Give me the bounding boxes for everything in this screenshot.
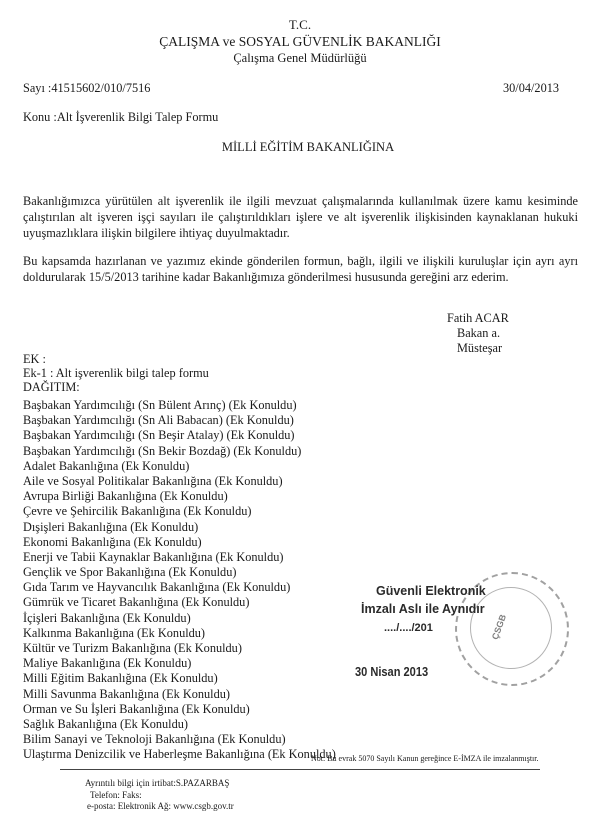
distribution-item: Avrupa Birliği Bakanlığına (Ek Konuldu) xyxy=(23,489,228,504)
document-date: 30/04/2013 xyxy=(503,81,560,95)
distribution-item: Kültür ve Turizm Bakanlığına (Ek Konuldu) xyxy=(23,641,242,655)
distribution-item: Ulaştırma Denizcilik ve Haberleşme Bakanlığına (Ek Konuldu) xyxy=(23,747,336,762)
distribution-item: Çevre ve Şehircilik Bakanlığına (Ek Konuldu) xyxy=(23,504,252,519)
distribution-item: Sağlık Bakanlığına (Ek Konuldu) xyxy=(23,716,188,731)
distribution-item: Başbakan Yardımcılığı (Sn Bekir Bozdağ) (Ek Konuldu) xyxy=(23,443,302,458)
seal-inner-ring xyxy=(470,587,552,669)
e-signature-note: Not: Bu evrak 5070 Sayılı Kanun gereğince E-İMZA ile imzalanmıştır. xyxy=(311,754,539,763)
distribution-item: Başbakan Yardımcılığı (Sn Ali Babacan) (Ek Konuldu) xyxy=(23,413,294,428)
distribution-item: Gençlik ve Spor Bakanlığına (Ek Konuldu) xyxy=(23,565,237,580)
distribution-list xyxy=(23,398,336,763)
stamp-line-1: Güvenli Elektronik xyxy=(376,584,486,598)
distribution-item: Kalkınma Bakanlığına (Ek Konuldu) xyxy=(23,625,206,640)
document-number: Sayı :41515602/010/7516 xyxy=(23,81,151,95)
distribution-item: Maliye Bakanlığına (Ek Konuldu) xyxy=(23,656,192,671)
footer-divider xyxy=(60,769,540,770)
attachments-label: EK : xyxy=(23,352,46,366)
distribution-item: Aile ve Sosyal Politikalar Bakanlığına (Ek Konuldu) xyxy=(23,473,283,488)
subject-line: Konu :Alt İşverenlik Bilgi Talep Formu xyxy=(23,110,219,124)
distribution-item: Bilim Sanayi ve Teknoloji Bakanlığına (Ek Konuldu) xyxy=(23,732,286,747)
distribution-label: DAĞITIM: xyxy=(23,380,80,394)
recipient: MİLLİ EĞİTİM BAKANLIĞINA xyxy=(221,140,395,154)
paragraph-2: Bu kapsamda hazırlanan ve yazımız ekinde gönderilen formun, bağlı, ilgili ve ilişkili kuruluşlar için ayrı ayrı doldurularak 15/5/2013 tarihine kadar Bakanlığımıza gönderilmesi hususunda gereğini arz ederim. xyxy=(23,254,578,284)
header-ministry: ÇALIŞMA ve SOSYAL GÜVENLİK BAKANLIĞI xyxy=(159,34,441,49)
distribution-item: Başbakan Yardımcılığı (Sn Beşir Atalay) (Ek Konuldu) xyxy=(23,428,295,443)
footer-email: e-posta: Elektronik Ağ: www.csgb.gov.tr xyxy=(87,801,234,811)
distribution-item: İçişleri Bakanlığına (Ek Konuldu) xyxy=(23,610,191,625)
distribution-item: Enerji ve Tabii Kaynaklar Bakanlığına (Ek Konuldu) xyxy=(23,549,284,564)
header-directorate: Çalışma Genel Müdürlüğü xyxy=(233,51,367,65)
signatory-name: Fatih ACAR xyxy=(447,311,509,325)
distribution-item: Dışişleri Bakanlığına (Ek Konuldu) xyxy=(23,519,199,534)
signatory-title: Bakan a. xyxy=(457,326,501,340)
distribution-item: Başbakan Yardımcılığı (Sn Bülent Arınç) (Ek Konuldu) xyxy=(23,398,297,412)
footer-contact: Ayrıntılı bilgi için irtibat:S.PAZARBAŞ xyxy=(85,778,230,788)
distribution-item: Gıda Tarım ve Hayvancılık Bakanlığına (Ek Konuldu) xyxy=(23,580,291,595)
footer-phone: Telefon: Faks: xyxy=(90,790,142,800)
distribution-item: Ekonomi Bakanlığına (Ek Konuldu) xyxy=(23,534,202,549)
signatory-position: Müsteşar xyxy=(457,341,503,355)
distribution-item: Milli Savunma Bakanlığına (Ek Konuldu) xyxy=(23,686,230,701)
attachment-item: Ek-1 : Alt işverenlik bilgi talep formu xyxy=(23,366,209,380)
distribution-item: Milli Eğitim Bakanlığına (Ek Konuldu) xyxy=(23,671,218,686)
paragraph-1: Bakanlığımızca yürütülen alt işverenlik ile ilgili mevzuat çalışmalarında kullanılmak üzere kamu kesiminde çalıştırılan alt işveren işçi sayıları ile çalıştırıldıkları işlere ve alt işverenlik ilişkisinden kaynaklanan hukuki uyuşmazlıklara ilişkin bilgilere ihtiyaç duyulmaktadır. xyxy=(23,194,578,240)
stamp-line-3: ..../..../201 xyxy=(384,622,433,634)
distribution-item: Orman ve Su İşleri Bakanlığına (Ek Konuldu) xyxy=(23,701,250,716)
date-stamp: 30 Nisan 2013 xyxy=(355,664,429,679)
distribution-item: Gümrük ve Ticaret Bakanlığına (Ek Konuldu) xyxy=(23,595,250,610)
distribution-item: Adalet Bakanlığına (Ek Konuldu) xyxy=(23,458,190,473)
header-country: T.C. xyxy=(288,17,312,32)
stamp-line-2: İmzalı Aslı ile Aynıdır xyxy=(361,602,485,616)
seal-text: ÇSGB xyxy=(489,613,509,641)
